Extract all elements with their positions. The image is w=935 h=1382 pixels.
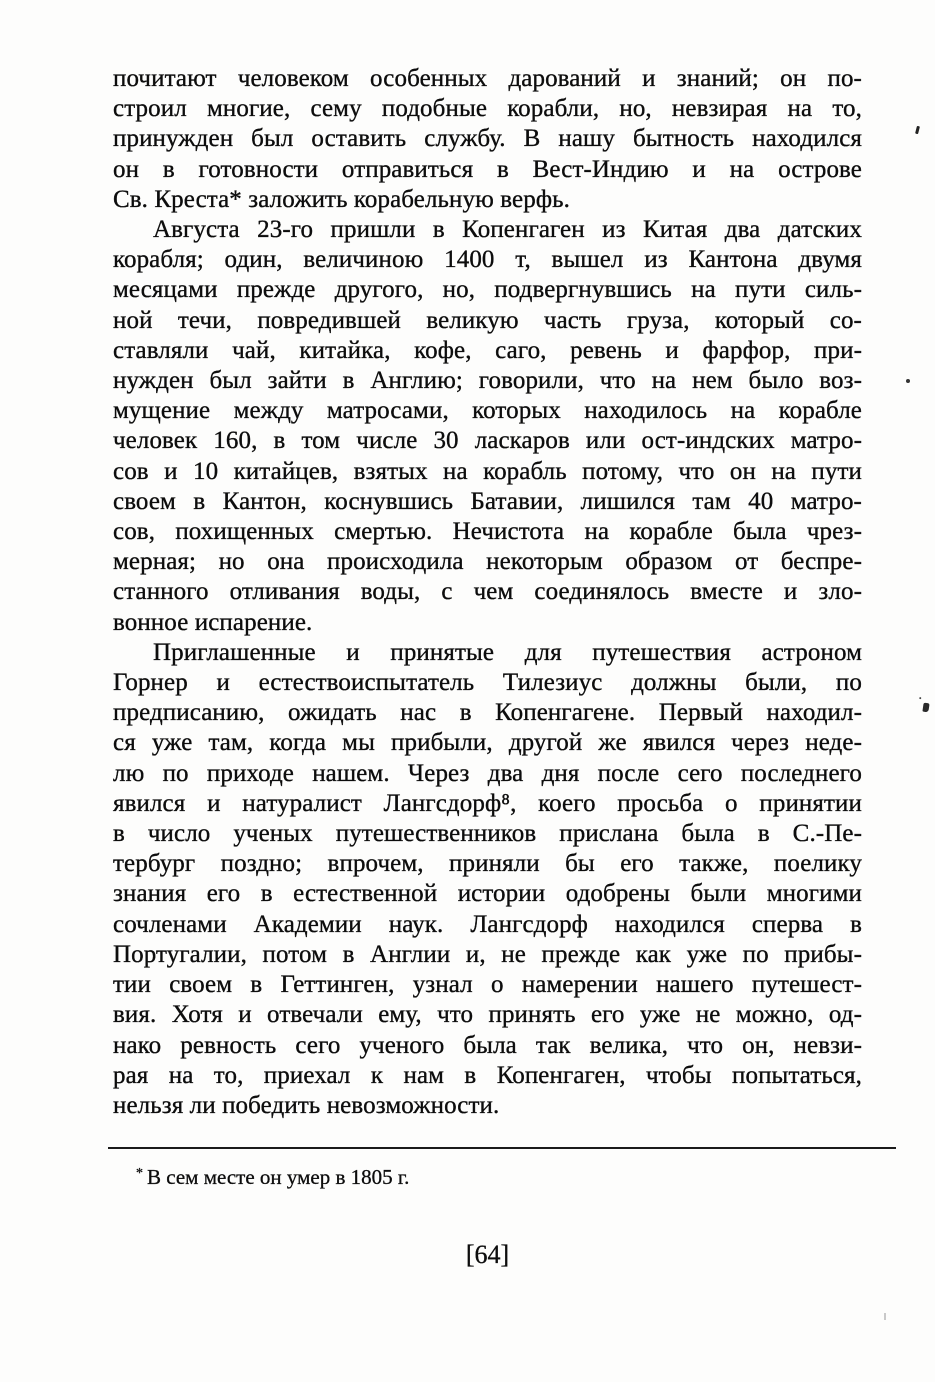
text-line: мерная; но она происходила некоторым образом от беспре-: [113, 548, 862, 576]
text-line: знания его в естественной истории одобрены были многими: [113, 880, 862, 908]
paragraph: [113, 638, 862, 1121]
scan-speck: [884, 1313, 886, 1320]
text-block: [113, 64, 862, 1121]
text-line: ся уже там, когда мы прибыли, другой же явился через неде-: [113, 729, 862, 757]
text-line: вонное испарение.: [113, 608, 313, 636]
text-line: лю по приходе нашем. Через два дня после сего последнего: [113, 759, 862, 787]
text-line: сочленами Академии наук. Лангсдорф находился сперва в: [113, 910, 862, 938]
paragraph: [113, 64, 862, 215]
text-line: строил многие, сему подобные корабли, но, невзирая на то,: [113, 95, 862, 123]
footnote-text: В сем месте он умер в 1805 г.: [147, 1165, 410, 1189]
text-line: сов, похищенных смертью. Нечистота на корабле была чрез-: [113, 518, 862, 546]
text-line: месяцами прежде другого, но, подвергнувшись на пути силь-: [113, 276, 862, 304]
paragraph: [113, 215, 862, 638]
text-line: тии своем в Геттинген, узнал о намерении нашего путешест-: [113, 971, 862, 999]
page-number: [64]: [465, 1240, 510, 1269]
text-line: предписанию, ожидать нас в Копенгагене. Первый находил-: [113, 699, 862, 727]
text-line: станного отливания воды, с чем соединялось вместе и зло-: [113, 578, 862, 606]
text-line: нельзя ли победить невозможности.: [113, 1091, 500, 1119]
text-line: человек 160, в том числе 30 ласкаров или ост-индских матро-: [113, 427, 862, 455]
text-line: сов и 10 китайцев, взятых на корабль потому, что он на пути: [113, 457, 862, 485]
text-line: Августа 23-го пришли в Копенгаген из Китая два датских: [153, 216, 862, 244]
text-line: ной течи, повредившей великую часть груза, который со-: [113, 306, 862, 334]
text-line: явился и натуралист Лангсдорф⁸, коего просьба о принятии: [113, 789, 862, 817]
text-line: Португалии, потом в Англии и, не прежде как уже по прибы-: [113, 940, 862, 968]
text-line: принужден был оставить службу. В нашу бытность находился: [113, 125, 862, 153]
text-line: своем в Кантон, коснувшись Батавии, лишился там 40 матро-: [113, 487, 862, 515]
text-line: мущение между матросами, которых находилось на корабле: [113, 397, 862, 425]
text-line: вия. Хотя и отвечали ему, что принять его уже не можно, од-: [113, 1001, 862, 1029]
text-line: ставляли чай, китайка, кофе, саго, ревень и фарфор, при-: [113, 336, 862, 364]
text-line: рая на то, приехал к нам в Копенгаген, чтобы попытаться,: [113, 1061, 862, 1089]
footnote: [136, 1161, 409, 1190]
text-line: тербург поздно; впрочем, приняли бы его также, поелику: [113, 850, 862, 878]
text-line: корабля; один, величиною 1400 т, вышел из Кантона двумя: [113, 246, 862, 274]
text-line: Приглашенные и принятые для путешествия астроном: [153, 638, 862, 666]
footnote-divider: [108, 1147, 896, 1149]
text-line: почитают человеком особенных дарований и знаний; он по-: [113, 65, 862, 92]
text-line: Горнер и естествоиспытатель Тилезиус должны были, по: [113, 669, 862, 697]
text-line: Св. Креста* заложить корабельную верфь.: [113, 185, 570, 213]
scan-speck: [906, 379, 910, 383]
scan-speck: [915, 126, 920, 134]
scan-speck: [922, 703, 929, 713]
text-line: в число ученых путешественников прислана была в С.-Пе-: [113, 820, 862, 848]
text-line: нужден был зайти в Англию; говорили, что на нем было воз-: [113, 367, 862, 395]
text-line: он в готовности отправиться в Вест-Индию и на острове: [113, 155, 862, 183]
footnote-marker: *: [136, 1166, 143, 1181]
text-line: нако ревность сего ученого была так велика, что он, невзи-: [113, 1031, 862, 1059]
